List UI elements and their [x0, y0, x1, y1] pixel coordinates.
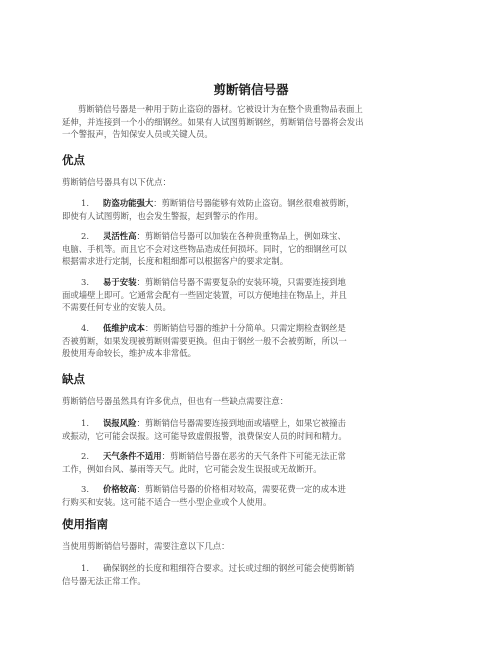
item-term: 低维护成本	[103, 323, 145, 333]
item-term: 防盗功能强大	[103, 198, 154, 208]
item-term: 误报风险	[103, 418, 137, 428]
item-text: 剪断销信号器在恶劣的天气条件下可能无法正常	[170, 451, 346, 461]
item-number: 2.	[81, 451, 89, 461]
list-item	[62, 197, 442, 222]
intro-line: 剪断销信号器是一种用于防止盗窃的器材。它被设计为在整个贵重物品表面上	[78, 104, 363, 114]
item-sep: ：	[153, 198, 162, 208]
item-term: 价格较高	[103, 484, 137, 494]
item-sep: ：	[161, 451, 170, 461]
item-text: 确保钢丝的长度和粗细符合要求。过长或过细的钢丝可能会使剪断销	[103, 563, 355, 573]
item-number: 3.	[81, 484, 89, 494]
item-sep: ：	[136, 484, 145, 494]
item-text: 信号器无法正常工作。	[62, 575, 146, 586]
section-heading-disadvantages: 缺点	[62, 372, 85, 386]
advantages-lead	[62, 176, 442, 189]
list-item	[62, 322, 442, 360]
list-item	[62, 450, 442, 475]
item-number: 3.	[81, 277, 89, 287]
guide-lead	[62, 540, 442, 553]
item-text: 根据需求进行定制，长度和粗细都可以根据客户的要求定制。	[62, 256, 289, 267]
intro-line: 一个警报声，告知保安人员或关键人员。	[62, 129, 213, 140]
list-item	[62, 276, 442, 314]
item-text: 工作，例如台风、暴雨等天气。此时，它可能会发生误报或无故断开。	[62, 463, 322, 474]
list-item	[62, 562, 442, 587]
intro-paragraph	[62, 103, 442, 141]
section-heading-guide: 使用指南	[62, 517, 108, 531]
item-text: 否被剪断，如果发现被剪断则需要更换。但由于钢丝一般不会被剪断，所以一	[62, 335, 347, 346]
item-number: 2.	[81, 231, 89, 241]
item-text: 剪断销信号器不需要复杂的安装环境，只需要连接到地	[144, 277, 346, 287]
item-number: 1.	[81, 418, 89, 428]
item-number: 1.	[81, 198, 89, 208]
item-term: 灵活性高	[103, 231, 137, 241]
page-title: 剪断销信号器	[213, 82, 289, 97]
item-sep: ：	[136, 277, 145, 287]
item-text: 剪断销信号器的维护十分简单。只需定期检查钢丝是	[153, 323, 346, 333]
item-text: 剪断销信号器可以加装在各种贵重物品上，例如珠宝、	[144, 231, 346, 241]
item-number: 4.	[81, 323, 89, 333]
item-sep: ：	[144, 323, 154, 333]
item-text: 行购买和安装。这可能不适合一些小型企业或个人使用。	[62, 496, 272, 507]
list-item	[62, 483, 442, 508]
section-heading-advantages: 优点	[62, 153, 85, 167]
intro-line: 延伸，并连接到一个小的细钢丝。如果有人试图剪断钢丝，剪断销信号器将会发出	[62, 116, 364, 127]
item-term: 易于安装	[103, 277, 137, 287]
item-text: 不需要任何专业的安装人员。	[62, 302, 171, 313]
item-text: 面或墙壁上即可。它通常会配有一些固定装置，可以方便地挂在物品上，并且	[62, 289, 347, 300]
disadvantages-lead	[62, 395, 442, 408]
item-sep: ：	[136, 418, 145, 428]
item-text: 或振动，它可能会误报。这可能导致虚假报警，浪费保安人员的时间和精力。	[62, 430, 347, 441]
item-term: 天气条件不适用	[103, 451, 162, 461]
item-text: 剪断销信号器的价格相对较高，需要花费一定的成本进	[144, 484, 346, 494]
item-text: 剪断销信号器能够有效防止盗窃。钢丝很难被剪断，	[161, 198, 355, 208]
lead-text: 剪断销信号器虽然具有许多优点，但也有一些缺点需要注意：	[62, 396, 289, 406]
item-text: 般使用寿命较长，维护成本非常低。	[62, 348, 196, 359]
item-text: 即使有人试图剪断，也会发生警报，起到警示的作用。	[62, 210, 263, 221]
list-item	[62, 417, 442, 442]
item-text: 电脑、手机等。而且它不会对这些物品造成任何损坏。同时，它的细钢丝可以	[62, 243, 347, 254]
lead-text: 当使用剪断销信号器时，需要注意以下几点：	[62, 541, 230, 551]
item-sep: ：	[136, 231, 145, 241]
item-number: 1.	[81, 563, 89, 573]
list-item	[62, 230, 442, 268]
item-text: 剪断销信号器需要连接到地面或墙壁上，如果它被撞击	[144, 418, 346, 428]
lead-text: 剪断销信号器具有以下优点：	[62, 177, 171, 187]
